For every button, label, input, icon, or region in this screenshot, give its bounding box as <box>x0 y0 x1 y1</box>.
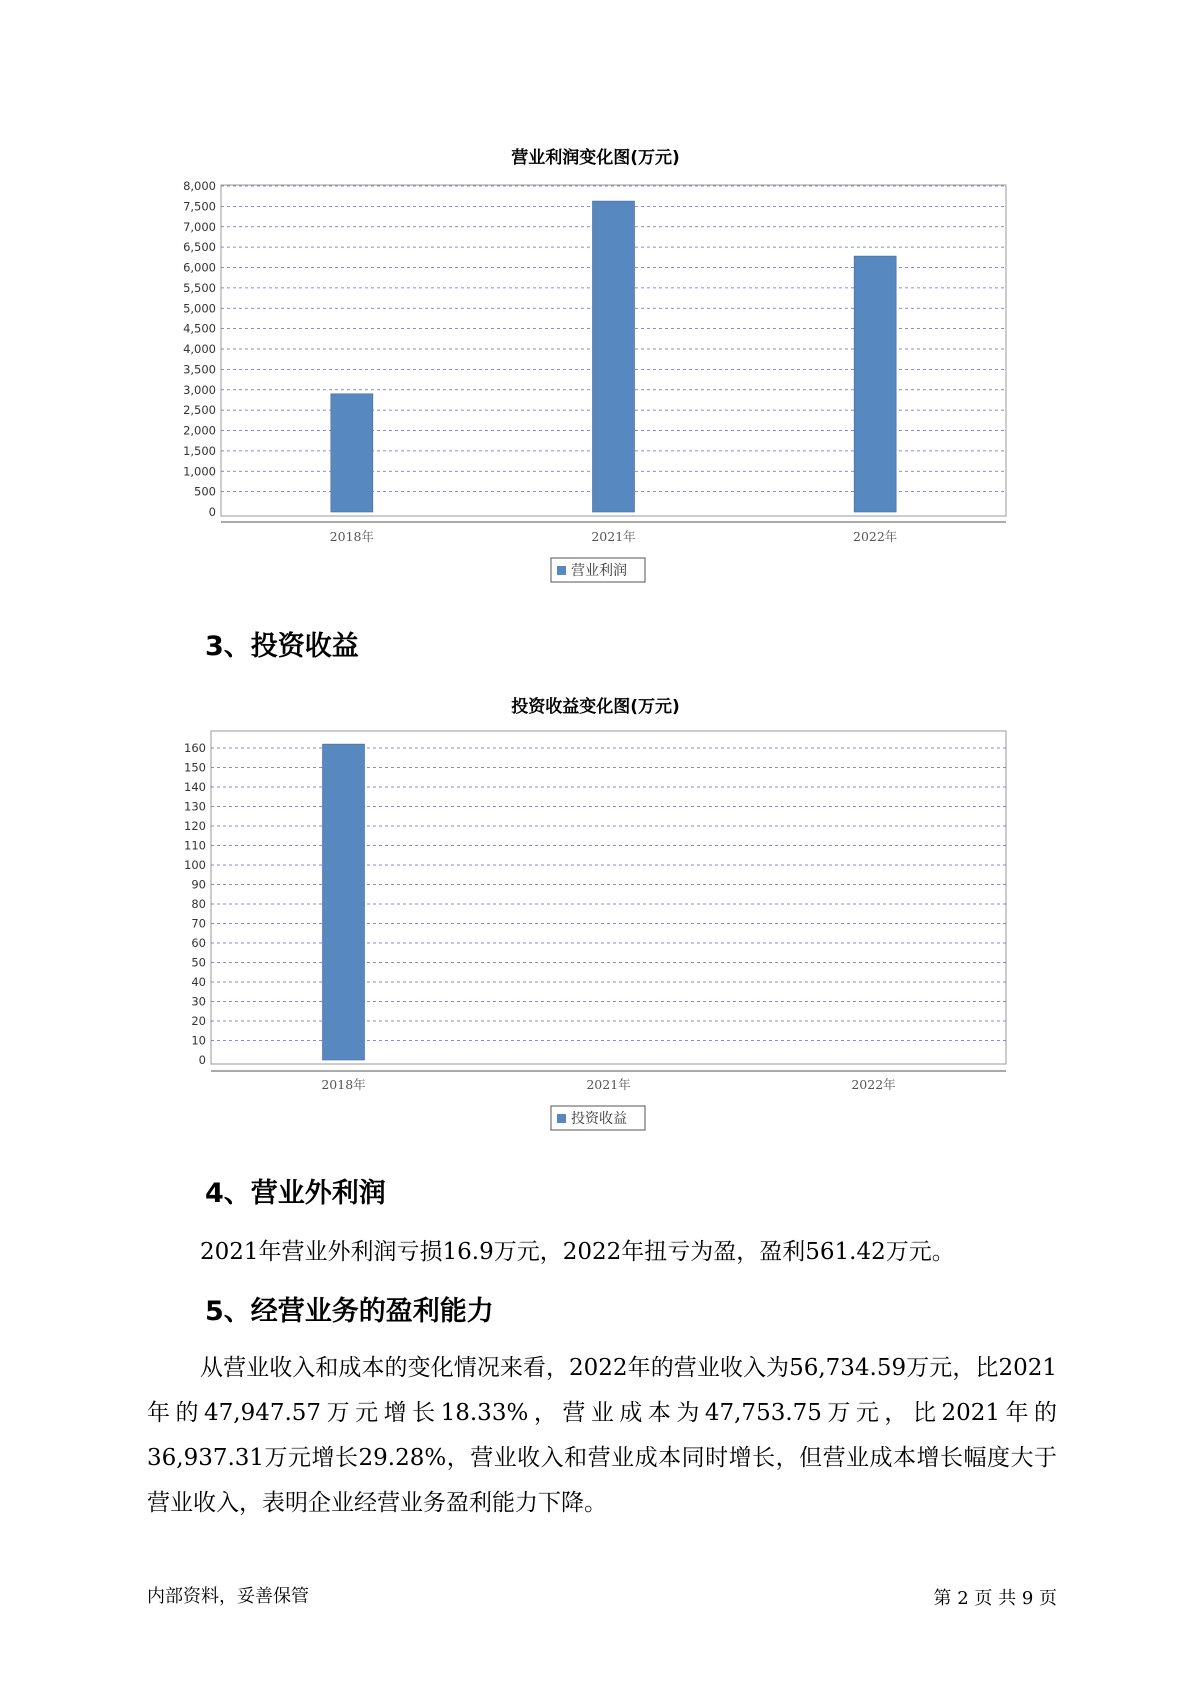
y-tick-label: 120 <box>184 819 206 833</box>
bar-2018年 <box>323 744 365 1060</box>
y-tick-label: 7,000 <box>183 219 216 234</box>
y-tick-label: 0 <box>208 505 216 519</box>
y-tick-label: 8,000 <box>183 179 216 193</box>
y-tick-label: 40 <box>191 975 206 989</box>
y-tick-label: 0 <box>198 1053 206 1067</box>
heading-profitability: 5、经营业务的盈利能力 <box>205 1296 494 1327</box>
x-tick-label: 2018年 <box>321 1077 366 1092</box>
x-tick-label: 2021年 <box>586 1077 631 1092</box>
x-tick-label: 2021年 <box>591 529 636 544</box>
y-tick-label: 140 <box>184 780 206 794</box>
y-tick-label: 70 <box>191 916 206 931</box>
heading-non-operating-profit: 4、营业外利润 <box>205 1178 386 1209</box>
y-tick-label: 3,000 <box>183 382 216 397</box>
footer-page-number: 第 2 页 共 9 页 <box>933 1588 1057 1609</box>
y-tick-label: 4,500 <box>183 321 216 336</box>
x-tick-label: 2022年 <box>853 529 898 544</box>
legend-swatch <box>557 1114 566 1123</box>
y-tick-label: 160 <box>184 741 206 755</box>
x-tick-label: 2018年 <box>329 529 374 544</box>
legend-label: 营业利润 <box>571 563 627 579</box>
chart-title-investment-income: 投资收益变化图(万元) <box>511 697 680 717</box>
y-tick-label: 30 <box>191 994 206 1009</box>
y-tick-label: 1,500 <box>183 443 216 458</box>
y-tick-label: 500 <box>194 484 216 499</box>
y-tick-label: 90 <box>191 877 206 892</box>
y-tick-label: 2,000 <box>183 423 216 438</box>
y-tick-label: 4,000 <box>183 342 216 356</box>
y-tick-label: 2,500 <box>183 403 216 418</box>
y-tick-label: 3,500 <box>183 362 216 377</box>
x-tick-label: 2022年 <box>851 1077 896 1092</box>
y-tick-label: 5,500 <box>183 280 216 295</box>
y-tick-label: 6,500 <box>183 240 216 255</box>
y-tick-label: 80 <box>191 897 206 911</box>
y-tick-label: 110 <box>184 838 206 853</box>
y-tick-label: 1,000 <box>183 464 216 479</box>
y-tick-label: 10 <box>191 1033 206 1048</box>
legend-label: 投资收益 <box>571 1111 627 1127</box>
y-tick-label: 5,000 <box>183 301 216 316</box>
heading-investment-income: 3、投资收益 <box>205 631 359 662</box>
y-tick-label: 7,500 <box>183 199 216 214</box>
paragraph-non-operating-profit: 2021年营业外利润亏损16.9万元，2022年扭亏为盈，盈利561.42万元。 <box>200 1239 955 1265</box>
y-tick-label: 20 <box>191 1014 206 1028</box>
y-tick-label: 50 <box>191 955 206 970</box>
y-tick-label: 100 <box>184 858 206 872</box>
y-tick-label: 6,000 <box>183 260 216 275</box>
chart-title-operating-profit: 营业利润变化图(万元) <box>511 148 680 168</box>
y-tick-label: 150 <box>184 760 206 775</box>
y-tick-label: 130 <box>184 799 206 814</box>
paragraph-profitability: 从营业收入和成本的变化情况来看，2022年的营业收入为56,734.59万元，比2021年的47,947.57万元增长18.33%，营业成本为47,753.75万元，比2021年的36,937.31万元增长29.28%，营业收入和营业成本同时增长，但营业成本增长幅度大于营业收入，表明企业经营业务盈利能力下降。 <box>147 1355 1057 1516</box>
y-tick-label: 60 <box>191 936 206 950</box>
footer-confidential-note: 内部资料，妥善保管 <box>147 1586 309 1607</box>
